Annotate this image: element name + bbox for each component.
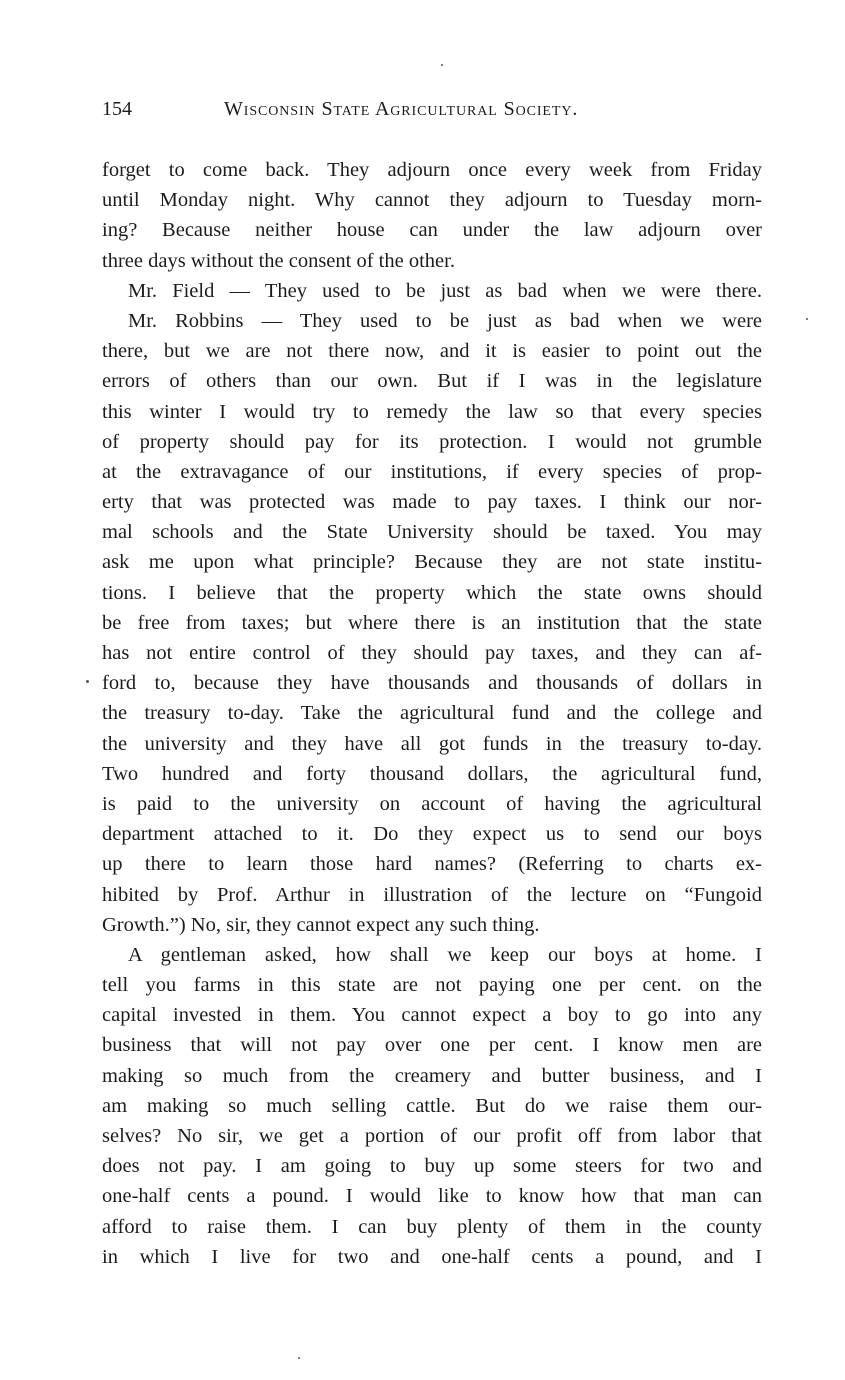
text-line: capital invested in them. You cannot expect a boy to go into any bbox=[102, 1004, 762, 1027]
text-line: does not pay. I am going to buy up some steers for two and bbox=[102, 1155, 762, 1178]
text-line: of property should pay for its protection. I would not grumble bbox=[102, 430, 762, 453]
text-line: tell you farms in this state are not paying one per cent. on the bbox=[102, 974, 762, 997]
text-line: is paid to the university on account of having the agricultural bbox=[102, 792, 762, 815]
text-line: ing? Because neither house can under the law adjourn over bbox=[102, 219, 762, 242]
text-line: am making so much selling cattle. But do we raise them our- bbox=[102, 1094, 762, 1117]
text-line: in which I live for two and one-half cents a pound, and I bbox=[102, 1245, 762, 1268]
page-number: 154 bbox=[102, 98, 132, 120]
running-head: Wisconsin State Agricultural Society. bbox=[224, 98, 579, 120]
text-line: making so much from the creamery and butter business, and I bbox=[102, 1064, 762, 1087]
scan-speck bbox=[806, 318, 808, 320]
text-line: up there to learn those hard names? (Referring to charts ex- bbox=[102, 853, 762, 876]
text-line: business that will not pay over one per cent. I know men are bbox=[102, 1034, 762, 1057]
text-line: A gentleman asked, how shall we keep our boys at home. I bbox=[128, 943, 762, 966]
text-line: Growth.”) No, sir, they cannot expect any such thing. bbox=[102, 913, 540, 936]
text-line: tions. I believe that the property which the state owns should bbox=[102, 581, 762, 604]
text-line: be free from taxes; but where there is an institution that the state bbox=[102, 611, 762, 634]
text-line: Mr. Robbins — They used to be just as bad when we were bbox=[128, 309, 762, 332]
text-line: errors of others than our own. But if I was in the legislature bbox=[102, 370, 762, 393]
text-line: selves? No sir, we get a portion of our profit off from labor that bbox=[102, 1125, 762, 1147]
text-line: Two hundred and forty thousand dollars, the agricultural fund, bbox=[102, 762, 762, 785]
text-line: three days without the consent of the other. bbox=[102, 249, 455, 272]
text-line: at the extravagance of our institutions, if every species of prop- bbox=[102, 460, 762, 483]
text-line: one-half cents a pound. I would like to know how that man can bbox=[102, 1185, 762, 1208]
scan-speck bbox=[298, 1357, 300, 1359]
text-line: this winter I would try to remedy the law so that every species bbox=[102, 400, 762, 423]
text-line: erty that was protected was made to pay taxes. I think our nor- bbox=[102, 491, 762, 514]
text-line: forget to come back. They adjourn once every week from Friday bbox=[102, 159, 762, 181]
text-line: mal schools and the State University should be taxed. You may bbox=[102, 521, 762, 544]
body-text bbox=[102, 155, 762, 1272]
page-header bbox=[102, 98, 762, 128]
scan-speck bbox=[86, 680, 89, 683]
text-line: ask me upon what principle? Because they are not state institu- bbox=[102, 551, 762, 574]
text-line: hibited by Prof. Arthur in illustration of the lecture on “Fungoid bbox=[102, 883, 762, 906]
text-line: the treasury to-day. Take the agricultural fund and the college and bbox=[102, 702, 762, 725]
text-line: there, but we are not there now, and it is easier to point out the bbox=[102, 340, 762, 363]
scan-speck bbox=[441, 64, 443, 66]
text-line: the university and they have all got funds in the treasury to-day. bbox=[102, 732, 762, 755]
text-line: ford to, because they have thousands and thousands of dollars in bbox=[102, 672, 762, 695]
text-line: department attached to it. Do they expect us to send our boys bbox=[102, 823, 762, 846]
text-line: Mr. Field — They used to be just as bad when we were there. bbox=[128, 279, 762, 302]
text-line: afford to raise them. I can buy plenty of them in the county bbox=[102, 1215, 762, 1238]
text-line: until Monday night. Why cannot they adjourn to Tuesday morn- bbox=[102, 189, 762, 212]
text-line: has not entire control of they should pay taxes, and they can af- bbox=[102, 642, 762, 664]
